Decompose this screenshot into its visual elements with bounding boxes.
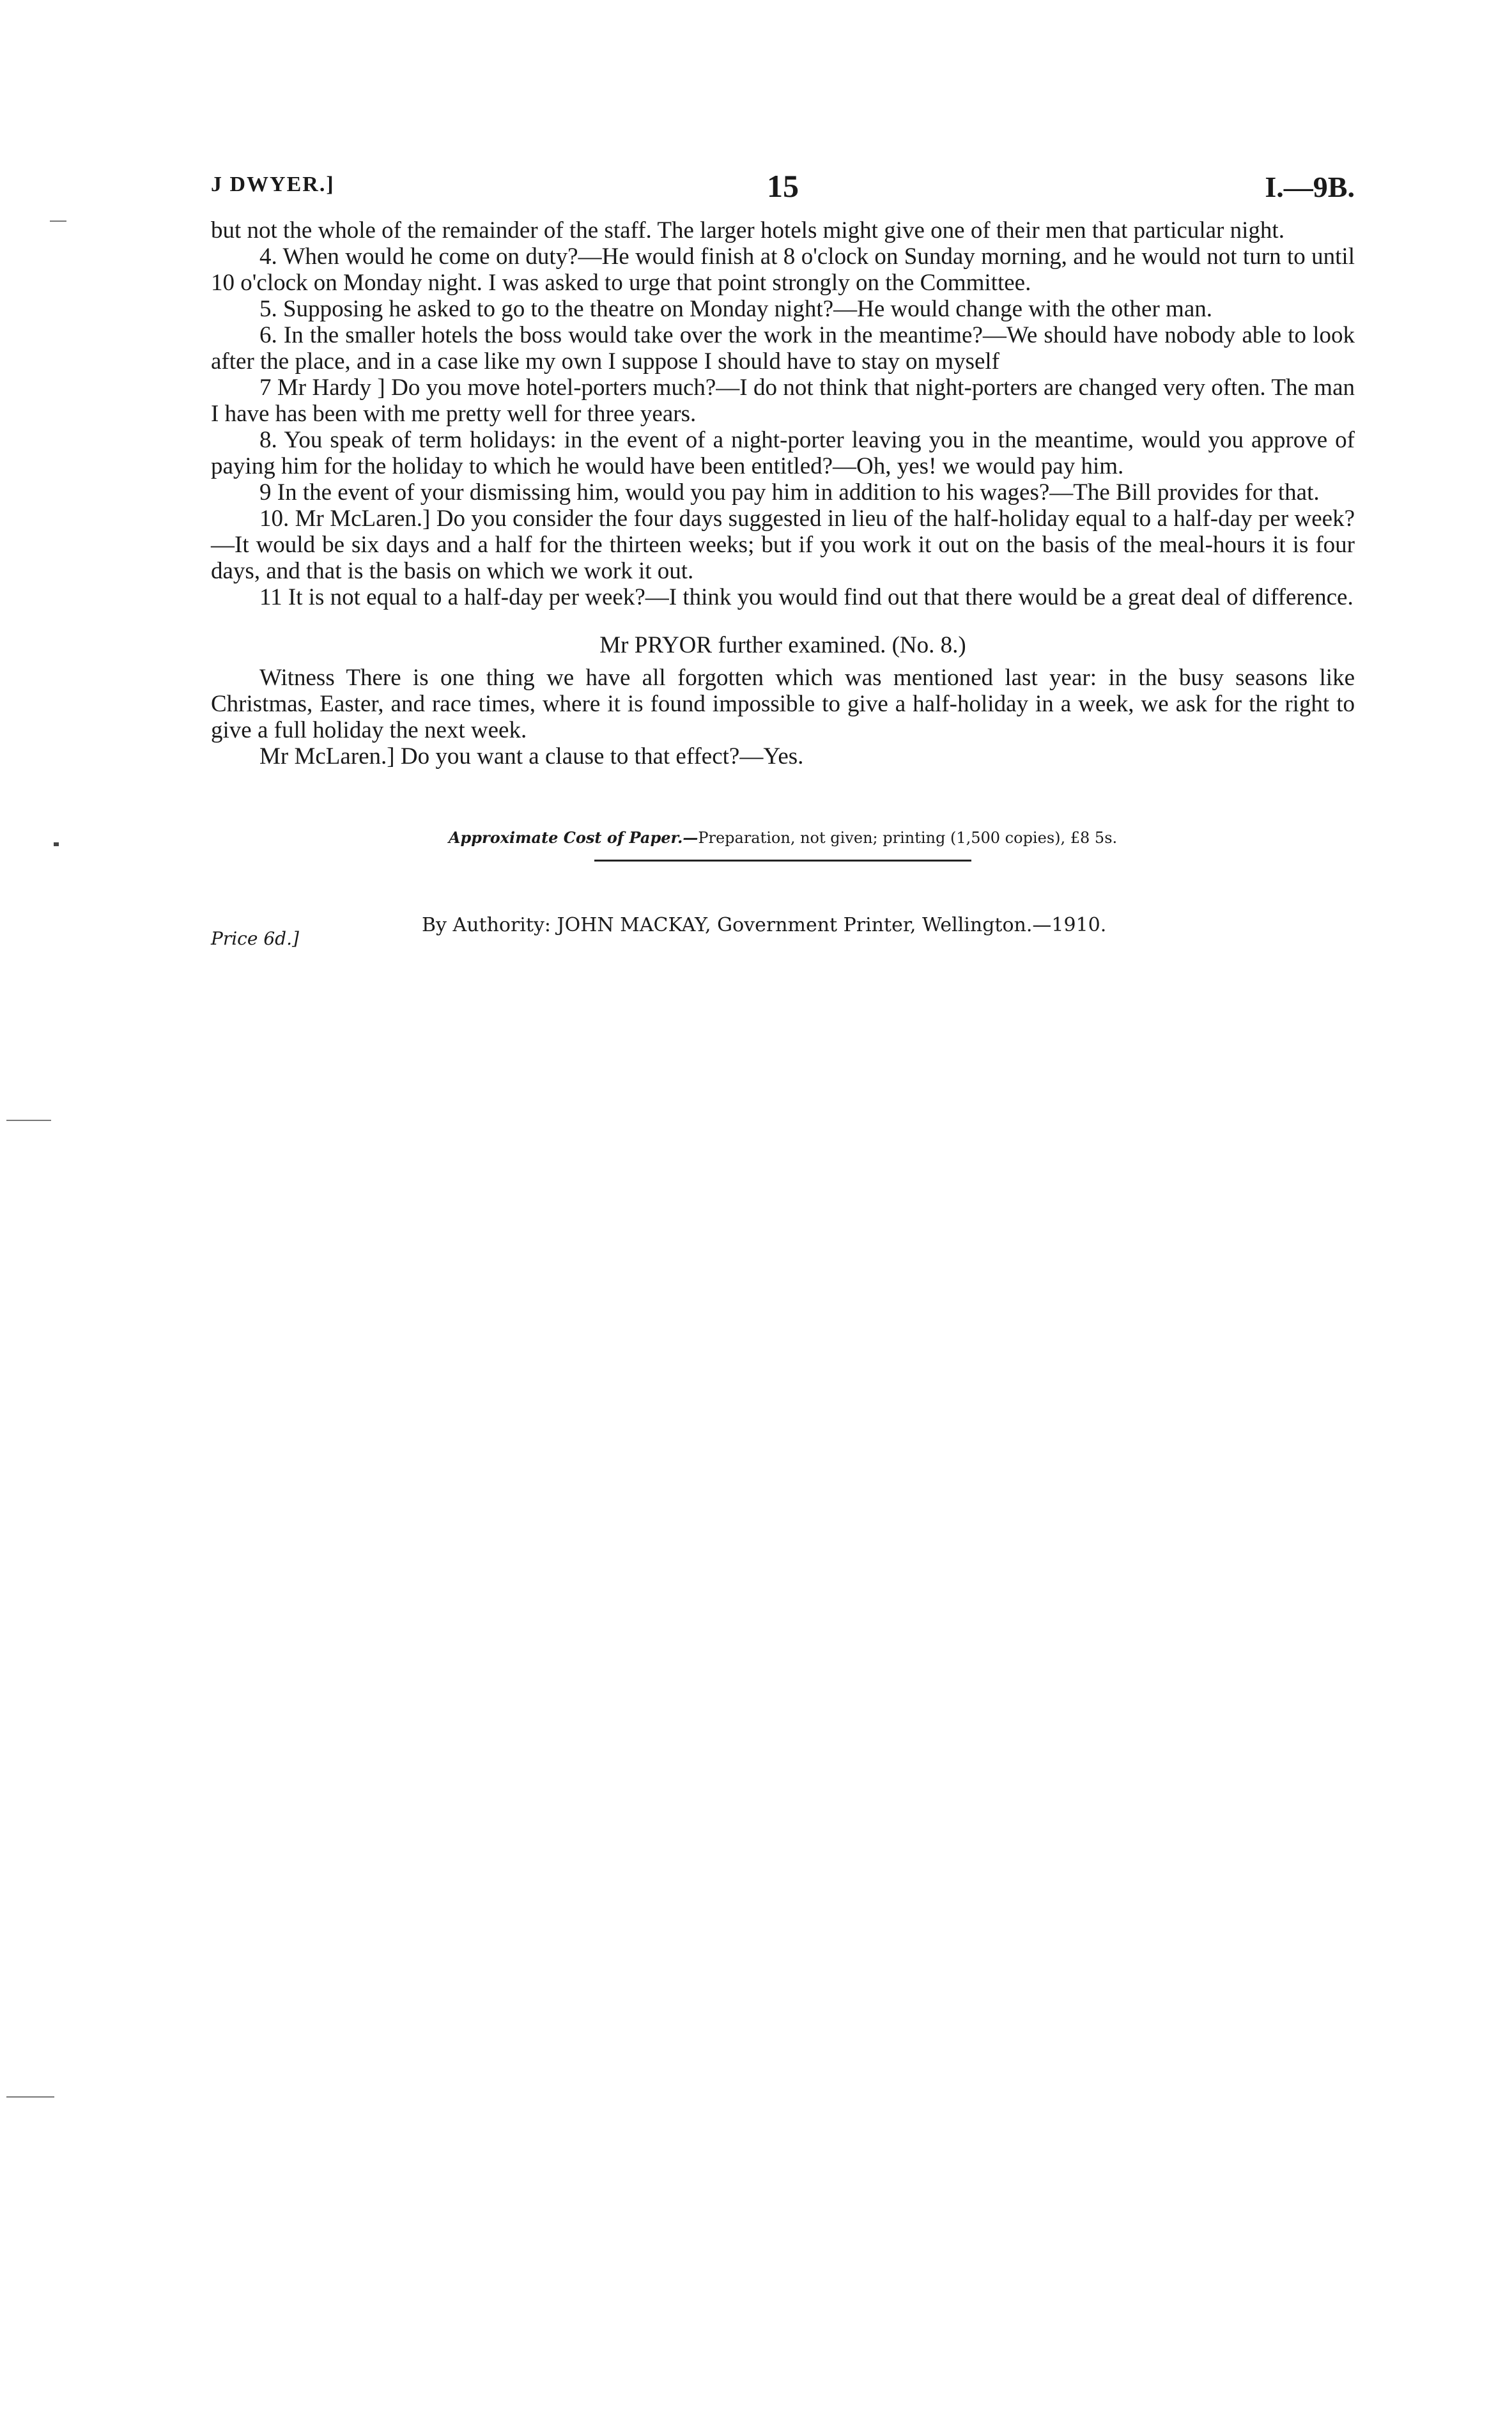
paper-reference: I.—9B. bbox=[1265, 171, 1355, 203]
question-11: 11 It is not equal to a half-day per week?—I think you would find out that there would be a great deal of difference. bbox=[259, 584, 1354, 610]
cost-line bbox=[211, 828, 1355, 847]
question-9: 9 In the event of your dismissing him, would you pay him in addition to his wages?—The Bill provides for that. bbox=[259, 479, 1320, 506]
section-heading: Mr PRYOR further examined. (No. 8.) bbox=[599, 632, 966, 658]
printer-authority: By Authority: JOHN MACKAY, Government Printer, Wellington.—1910. bbox=[422, 914, 1107, 936]
divider-rule bbox=[594, 860, 971, 862]
question-6: 6. In the smaller hotels the boss would take over the work in the meantime?—We should have nobody able to look after the place, and in a case like my own I suppose I should have to stay on myself bbox=[211, 322, 1355, 375]
page-number: 15 bbox=[767, 168, 799, 204]
question-5: 5. Supposing he asked to go to the theatre on Monday night?—He would change with the other man. bbox=[259, 296, 1213, 322]
question-4: 4. When would he come on duty?—He would finish at 8 o'clock on Sunday morning, and he would not turn to until 10 o'clock on Monday night. I was asked to urge that point strongly on the Committee. bbox=[211, 244, 1355, 296]
page-footer bbox=[211, 914, 1355, 952]
question-7: 7 Mr Hardy ] Do you move hotel-porters much?—I do not think that night-porters are changed very often. The man I have has been with me pretty well for three years. bbox=[211, 375, 1355, 427]
scan-mark bbox=[6, 1120, 51, 1121]
evidence-body bbox=[211, 217, 1355, 769]
witness-statement: Witness There is one thing we have all forgotten which was mentioned last year: in the busy seasons like Christmas, Easter, and race times, where it is found impossible to give a half-holiday in a week, we ask for the right to give a full holiday the next week. bbox=[211, 665, 1355, 743]
question-8: 8. You speak of term holidays: in the event of a night-porter leaving you in the meantime, would you approve of paying him for the holiday to which he would have been entitled?—Oh, yes! we would pay him. bbox=[211, 427, 1355, 479]
cost-text: Preparation, not given; printing (1,500 copies), £8 5s. bbox=[698, 829, 1118, 847]
question-10: 10. Mr McLaren.] Do you consider the four days suggested in lieu of the half-holiday equal to a half-day per week?—It would be six days and a half for the thirteen weeks; but if you work it out on the basis of the meal-hours it is four days, and that is the basis on which we work it out. bbox=[211, 506, 1355, 584]
price: Price 6d.] bbox=[211, 928, 299, 949]
header-witness-name: J DWYER.] bbox=[211, 173, 335, 196]
document-page bbox=[211, 167, 1355, 952]
scan-mark bbox=[50, 220, 66, 222]
page-header bbox=[211, 167, 1355, 212]
cost-label: Approximate Cost of Paper.— bbox=[448, 828, 698, 847]
mclaren-question: Mr McLaren.] Do you want a clause to that effect?—Yes. bbox=[259, 743, 804, 769]
scan-mark bbox=[6, 2096, 54, 2098]
scan-mark bbox=[54, 842, 59, 846]
paragraph-continuation: but not the whole of the remainder of the staff. The larger hotels might give one of their men that particular night. bbox=[211, 217, 1284, 244]
